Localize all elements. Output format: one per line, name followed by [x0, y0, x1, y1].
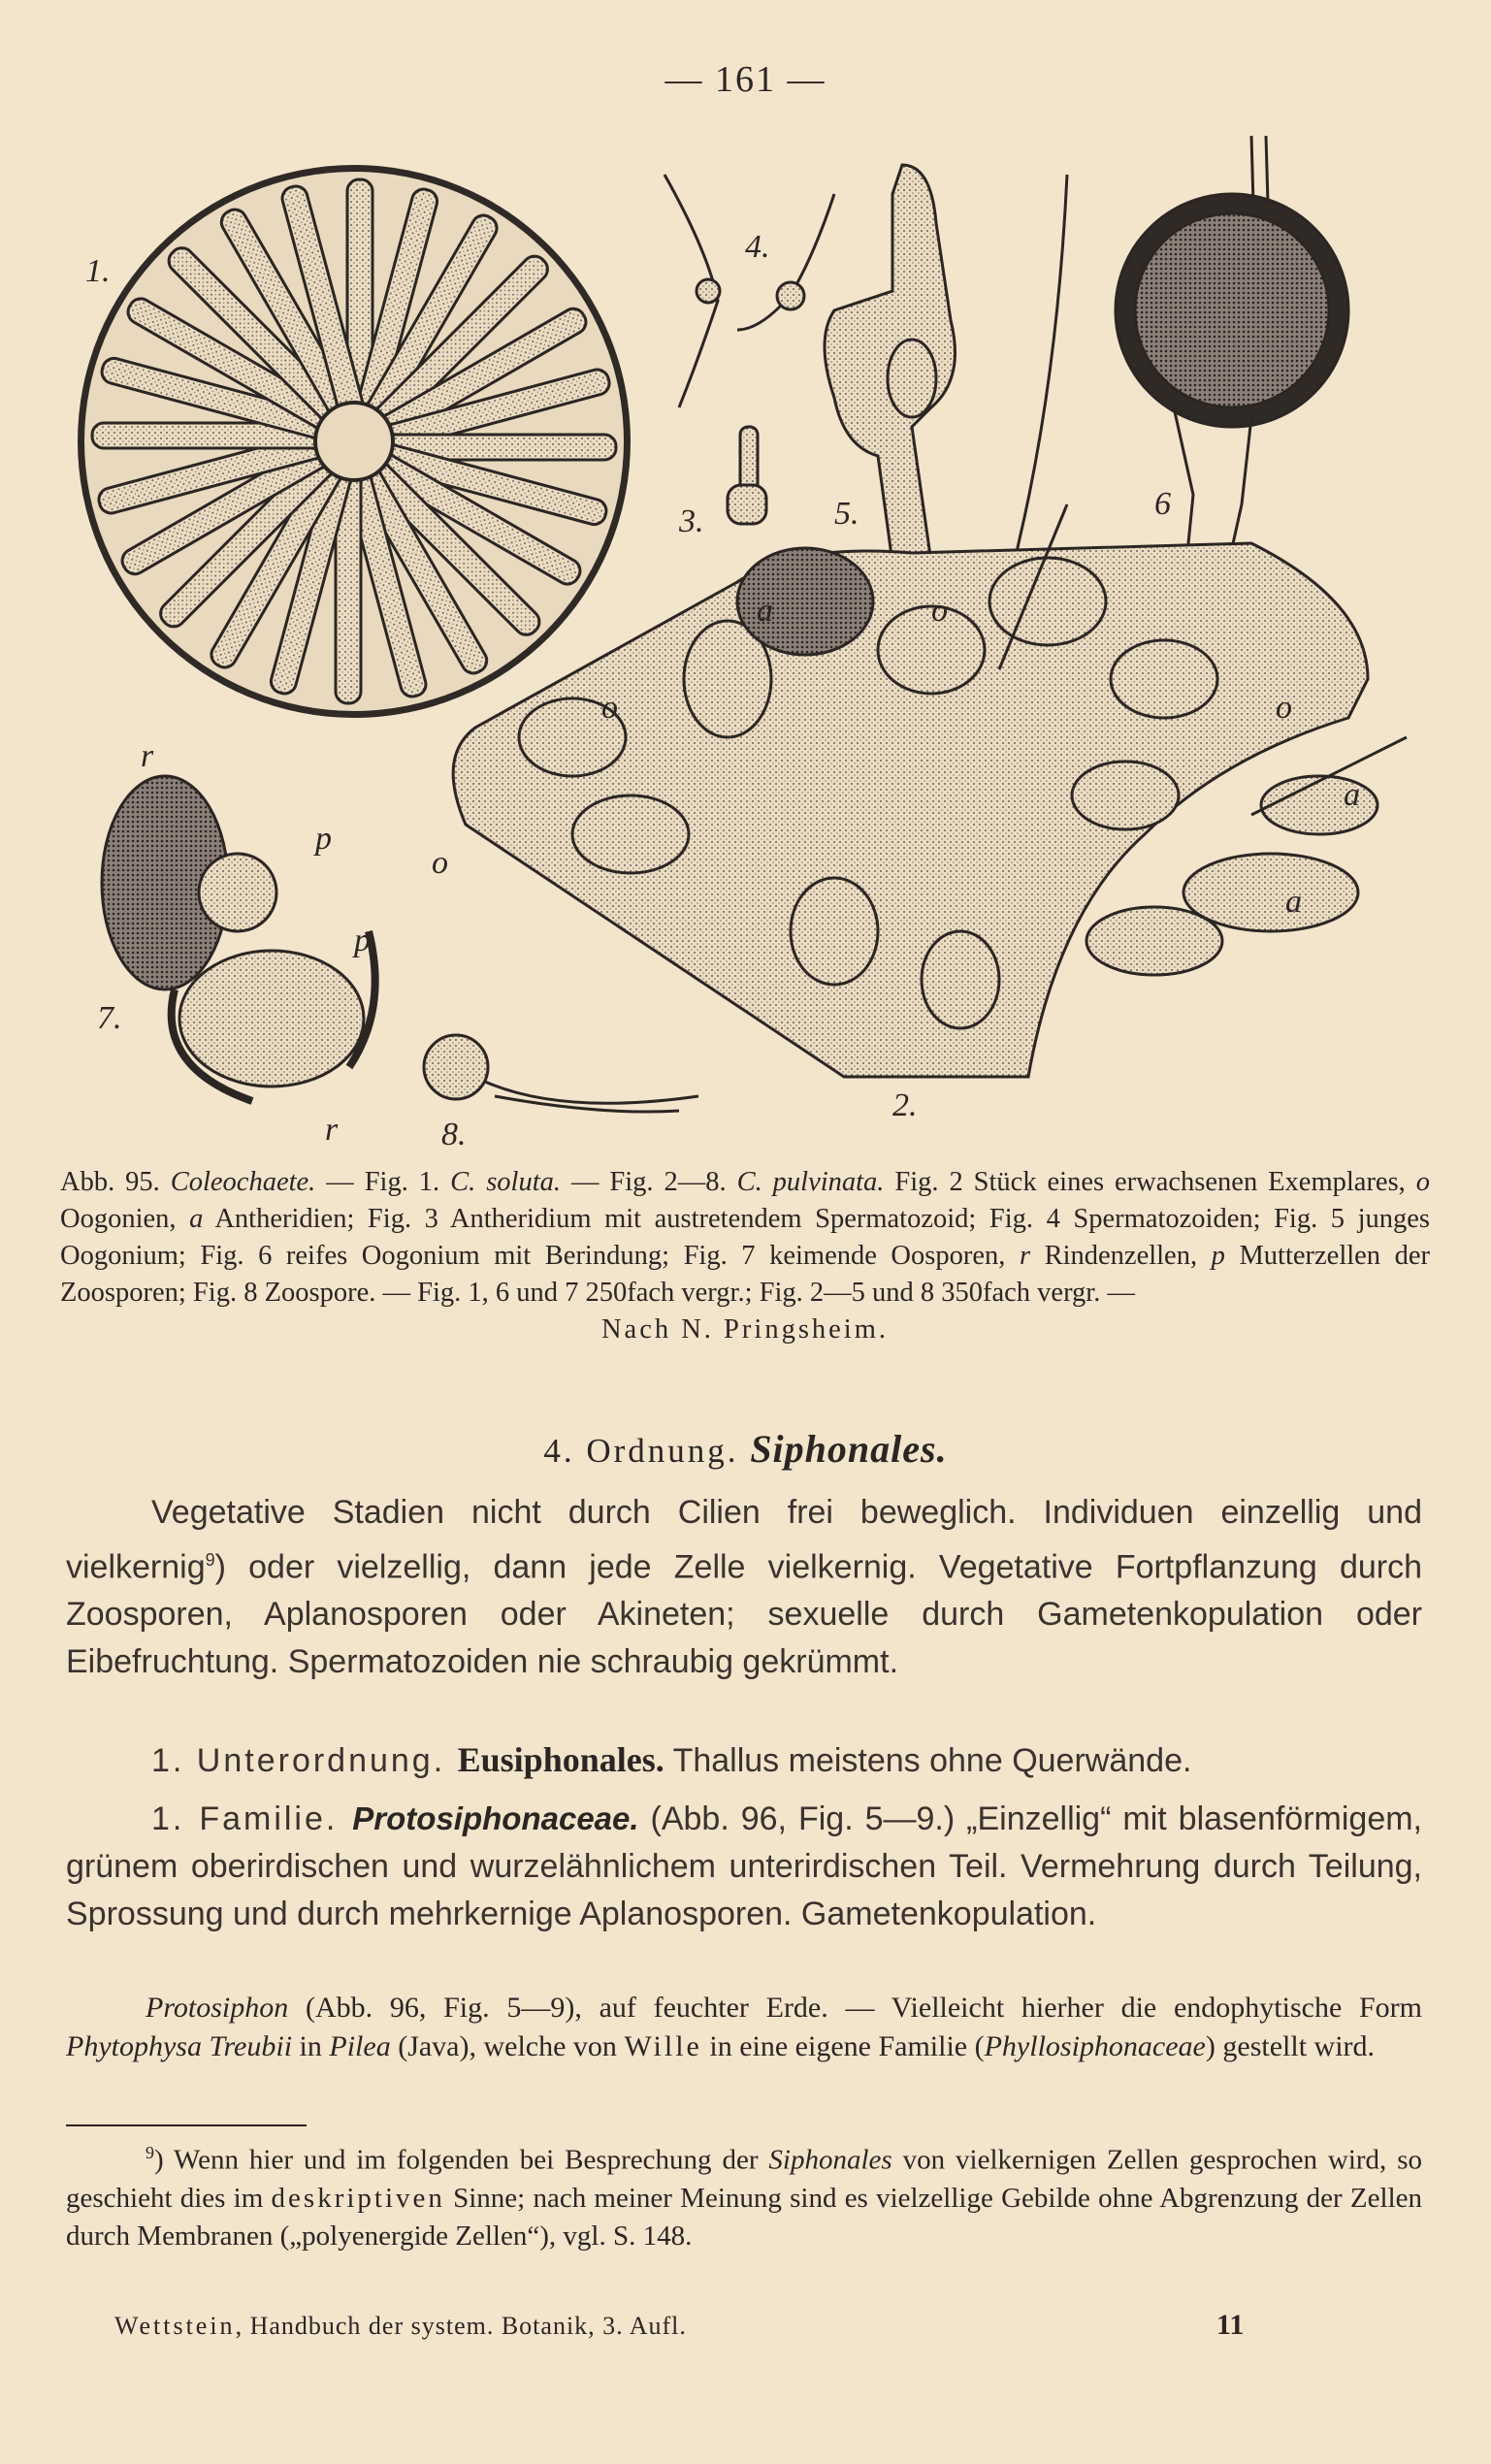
- caption-source: Nach N. Pringsheim.: [600, 1314, 890, 1345]
- caption-symbol-p: p: [1211, 1241, 1225, 1271]
- figure-coleochaete: [58, 136, 1436, 1154]
- fig-label-2: 2.: [892, 1087, 918, 1123]
- footnote-text: von vielkernigen Zellen gesprochen wird, so geschieht dies im: [66, 2144, 1423, 2214]
- fig-annotation-r-2: r: [325, 1112, 339, 1148]
- paragraph-text: in eine eigene Familie (: [701, 2030, 985, 2062]
- genus-name: Protosiphon: [146, 1992, 289, 2024]
- paragraph-family: [66, 1795, 1422, 1938]
- caption-text: Rindenzellen,: [1030, 1241, 1212, 1271]
- paragraph-text: (Abb. 96, Fig. 5—9), auf feuchter Erde. — Vielleicht hierher die endophytische Form: [288, 1992, 1422, 2024]
- footnote-text: Sinne; nach meiner Meinung sind es vielzellige Gebilde ohne Abgrenzung der Zellen durch Membranen („polyenergide Zellen“), vgl. S. 148.: [66, 2182, 1423, 2252]
- fig-annotation-a-1: a: [757, 593, 773, 629]
- paragraph-protosiphon: [66, 1989, 1422, 2066]
- paragraph-text: ) gestellt wird.: [1205, 2030, 1376, 2062]
- fig-6-mature-oogonium: [1116, 136, 1348, 592]
- fig-annotation-o-4: o: [432, 845, 448, 881]
- suborder-name: Eusiphonales.: [457, 1740, 664, 1779]
- paragraph-suborder: [66, 1736, 1422, 1785]
- running-footer: [114, 2312, 1259, 2341]
- caption-symbol-a: a: [189, 1204, 204, 1234]
- fig-1-disc: [78, 165, 631, 718]
- caption-symbol-o: o: [1415, 1167, 1430, 1197]
- footnote-taxon: Siphonales: [768, 2144, 892, 2176]
- fig-label-4: 4.: [745, 229, 770, 265]
- host-name: Pilea: [329, 2030, 391, 2062]
- footer-author: Wettstein: [114, 2312, 236, 2340]
- footnote: [66, 2134, 1422, 2255]
- paragraph-text: Vegetative Stadien nicht durch Cilien frei beweglich. Individuen einzellig und vielkernig: [66, 1494, 1422, 1586]
- footer-title: , Handbuch der system. Botanik, 3. Aufl.: [235, 2312, 687, 2340]
- footnote-text: ) Wenn hier und im folgenden bei Besprechung der: [154, 2144, 769, 2176]
- caption-text: Antheridien; Fig. 3 Antheridium mit austretendem Spermatozoid; Fig. 4 Spermatozoiden; Fig. 5 junges Oogonium; Fig. 6 reifes Oogonium mit Berindung; Fig. 7 keimende Oosporen,: [60, 1204, 1430, 1271]
- figure-caption: [60, 1164, 1430, 1348]
- caption-abb: Abb. 95.: [60, 1167, 160, 1197]
- caption-species-2: C. pulvinata.: [736, 1167, 885, 1197]
- fig-annotation-o-1: o: [601, 690, 618, 726]
- paragraph-text: (Java), welche von: [390, 2030, 625, 2062]
- family-prefix: 1. Familie.: [151, 1800, 353, 1837]
- fig-7-germinating-oospores: [97, 738, 375, 1148]
- family-name-italic: Phyllosiphonaceae: [984, 2030, 1206, 2062]
- fig-annotation-p-2: p: [354, 923, 371, 958]
- caption-text: Fig. 2 Stück eines erwachsenen Exemplares,: [884, 1167, 1416, 1197]
- suborder-prefix: 1. Unterordnung.: [151, 1742, 458, 1779]
- caption-genus: Coleochaete.: [170, 1167, 316, 1197]
- fig-label-5: 5.: [834, 496, 859, 532]
- fig-8-zoospore: [424, 1035, 698, 1152]
- fig-label-8: 8.: [441, 1117, 467, 1152]
- order-prefix: 4. Ordnung.: [543, 1432, 751, 1470]
- family-name: Protosiphonaceae.: [352, 1800, 639, 1836]
- fig-annotation-o-3: o: [1276, 690, 1292, 726]
- paragraph-description: [66, 1489, 1422, 1686]
- fig-label-6: 6: [1154, 486, 1171, 522]
- fig-annotation-r-1: r: [141, 738, 154, 774]
- fig-3-antheridium: [678, 427, 766, 539]
- caption-text: — Fig. 1.: [315, 1167, 451, 1197]
- fig-4-spermatozoids: [664, 175, 834, 407]
- footnote-ref: 9: [205, 1550, 215, 1570]
- caption-species-1: C. soluta.: [450, 1167, 562, 1197]
- caption-text: — Fig. 2—8.: [561, 1167, 737, 1197]
- author-name: Wille: [624, 2030, 702, 2062]
- caption-text: Mutterzellen der Zoosporen; Fig. 8 Zoospore. — Fig. 1, 6 und 7 250fach vergr.; Fig. 2—5 und 8 350fach vergr. —: [60, 1241, 1430, 1308]
- footnote-emphasis: deskriptiven: [271, 2182, 445, 2214]
- order-name: Siphonales.: [750, 1427, 948, 1471]
- fig-label-3: 3.: [679, 503, 704, 539]
- fig-label-7: 7.: [97, 1000, 122, 1036]
- paragraph-text: ) oder vielzellig, dann jede Zelle vielkernig. Vegetative Fortpflanzung durch Zoosporen, Aplanosporen oder Akineten; sexuelle durch Gametenkopulation oder Eibefruchtung. Spermatozoiden nie schraubig gekrümmt.: [66, 1548, 1422, 1681]
- caption-symbol-r: r: [1019, 1241, 1031, 1271]
- fig-annotation-a-2: a: [1344, 777, 1360, 813]
- fig-annotation-o-2: o: [931, 593, 948, 629]
- signature-number: 11: [1216, 2309, 1245, 2341]
- figure-illustration: [58, 136, 1436, 1154]
- fig-label-1: 1.: [85, 253, 111, 289]
- family-text: (Abb. 96, Fig. 5—9.) „Einzellig“ mit blasenförmigem, grünem oberirdischen und wurzelähnlichem unterirdischen Teil. Vermehrung durch Teilung, Sprossung und durch mehrkernige Aplanosporen. Gametenkopulation.: [66, 1800, 1422, 1932]
- order-heading: [0, 1426, 1491, 1472]
- footnote-divider: [66, 2124, 307, 2126]
- caption-text: Oogonien,: [60, 1204, 190, 1234]
- paragraph-text: in: [292, 2030, 330, 2062]
- species-name: Phytophysa Treubii: [66, 2030, 293, 2062]
- suborder-text: Thallus meistens ohne Querwände.: [664, 1742, 1192, 1779]
- fig-annotation-p-1: p: [315, 821, 332, 857]
- footnote-marker: 9: [146, 2143, 154, 2162]
- fig-annotation-a-3: a: [1285, 884, 1302, 920]
- page-number: — 161 —: [664, 59, 827, 100]
